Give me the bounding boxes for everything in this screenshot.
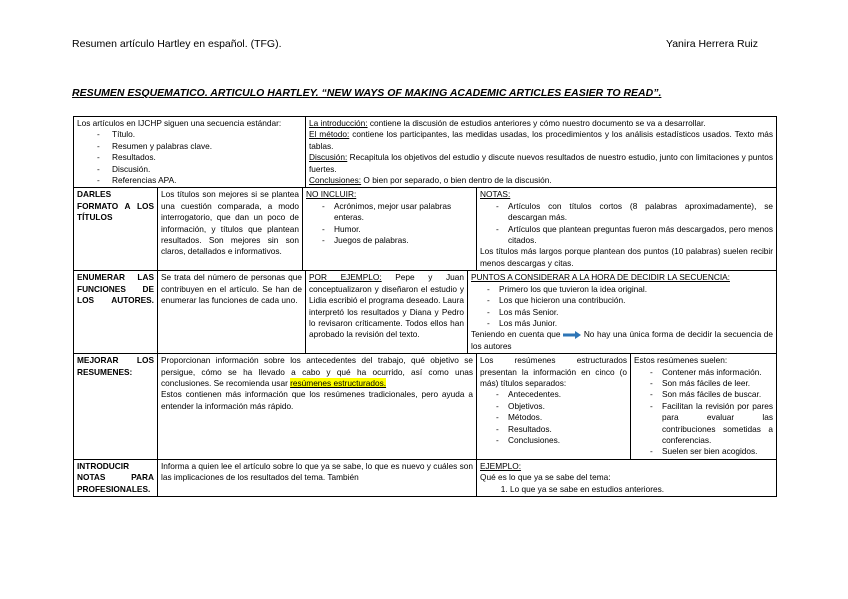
summary-table	[73, 116, 777, 497]
list-item: - Artículos con títulos cortos (8 palabras aproximadamente), se descargan más.	[480, 201, 773, 224]
points-label: PUNTOS A CONSIDERAR A LA HORA DE DECIDIR LA SECUENCIA:	[471, 272, 730, 283]
row-heading-abstracts: MEJORAR LOS RESUMENES:	[74, 354, 158, 460]
abstracts-text-a: Proporcionan información sobre los antecedentes del trabajo, qué objetivo se persigue, cómo se ha llevado a cabo y qué ha ocurrido, así como unas conclusiones. Se recomienda usar	[161, 355, 473, 388]
table-row-titles	[74, 188, 777, 271]
row-heading-authors: ENUMERAR LAS FUNCIONES DE LOS AUTORES.	[74, 271, 158, 354]
document-title: RESUMEN ESQUEMATICO. ARTICULO HARTLEY. “NEW WAYS OF MAKING ACADEMIC ARTICLES EASIER TO READ”.	[72, 87, 662, 99]
example-text: Pepe y Juan conceptualizaron y diseñaron el estudio y Lidia escribió el programa deseado. Laura interpretó los resultados y Diana y Pedro lo revisaron críticamente. Todos ellos han aprobado la revisión del texto.	[309, 272, 464, 340]
authors-body-cell: Se trata del número de personas que contribuyen en el artículo. Se han de enumerar las funciones de cada uno.	[158, 271, 306, 354]
notas-cell	[477, 188, 777, 271]
list-item: - Suelen ser bien acogidos.	[634, 446, 773, 457]
list-item: - Los más Senior.	[471, 307, 773, 318]
notes-example-label: EJEMPLO:	[480, 460, 522, 471]
list-item: - Resumen y palabras clave.	[77, 141, 302, 152]
conclusions-label: Conclusiones:	[309, 175, 362, 186]
list-item: - Los que hicieron una contribución.	[471, 295, 773, 306]
notas-label: NOTAS:	[480, 189, 511, 200]
intro-text: contiene la discusión de estudios anteriores y cómo nuestro documento se va a desarrollar.	[367, 118, 706, 128]
page-header-right: Yanira Herrera Ruiz	[665, 38, 758, 50]
notes-example-cell	[477, 459, 777, 496]
list-item: - Discusión.	[77, 164, 302, 175]
no-incluir-list	[306, 201, 473, 247]
list-item: - Son más fáciles de buscar.	[634, 389, 773, 400]
table-row-authors	[74, 271, 777, 354]
notes-body-cell: Informa a quien lee el artículo sobre lo que ya se sabe, lo que es nuevo y cuáles son las implicaciones de los resultados del tema. También	[158, 459, 477, 496]
notes-example-question: Qué es lo que ya se sabe del tema:	[480, 472, 611, 483]
list-item: - Resultados.	[77, 152, 302, 163]
list-item: - Antecedentes.	[480, 389, 627, 400]
list-item: - Resultados.	[480, 424, 627, 435]
no-incluir-cell	[303, 188, 477, 271]
list-item: - Título.	[77, 129, 302, 140]
notas-tail: Los títulos más largos porque plantean dos puntos (10 palabras) suelen recibir menos descargas y citas.	[480, 246, 774, 268]
abstracts-body-cell	[158, 354, 477, 460]
list-item: - Conclusiones.	[480, 435, 627, 446]
structure-list-cell	[74, 117, 306, 188]
list-item: - Referencias APA.	[77, 175, 302, 186]
table-row-notes	[74, 459, 777, 496]
conclusions-text: O bien por separado, o bien dentro de la discusión.	[361, 175, 552, 186]
intro-label: La introducción:	[309, 118, 368, 128]
benefits-intro: Estos resúmenes suelen:	[634, 355, 728, 366]
example-label: POR EJEMPLO:	[309, 272, 382, 283]
points-list	[471, 284, 773, 330]
no-incluir-label: NO INCLUIR:	[306, 189, 357, 200]
points-tail-a: Teniendo en cuenta que	[471, 329, 561, 340]
list-item: - Humor.	[306, 224, 473, 235]
titles-body-cell: Los títulos son mejores si se plantea una cuestión comparada, a modo interrogatorio, que dan un poco de información, y títulos que plantean resultados. Son mejores sin son claros, detallados e informativos.	[158, 188, 303, 271]
method-label: El método:	[309, 129, 350, 140]
list-item: - Juegos de palabras.	[306, 235, 473, 246]
list-item: - Artículos que plantean preguntas fueron más descargados, pero menos citados.	[480, 224, 773, 247]
points-tail-b: No hay una única forma de decidir la secuencia de los autores	[471, 329, 774, 351]
sections-description-cell	[306, 117, 777, 188]
structure-list	[77, 129, 302, 186]
row-heading-titles: DARLES FORMATO A LOS TÍTULOS	[74, 188, 158, 271]
discussion-label: Discusión:	[309, 152, 348, 163]
highlighted-text: resúmenes estructurados.	[290, 377, 387, 388]
table-row-structure	[74, 117, 777, 188]
discussion-text: Recapitula los objetivos del estudio y discute nuevos resultados de nuestro estudio, junto con limitaciones y puntos fuertes.	[309, 152, 774, 174]
structure-intro: Los artículos en IJCHP siguen una secuencia estándar:	[77, 118, 282, 128]
list-item: - Facilitan la revisión por pares para evaluar las contribuciones sometidas a conferencias.	[634, 401, 773, 447]
notes-example-list	[480, 484, 773, 495]
list-item: - Acrónimos, mejor usar palabras enteras.	[306, 201, 473, 224]
method-text: contiene los participantes, las medidas usadas, los procedimientos y los análisis estadísticos usados. Texto más tablas.	[309, 129, 774, 151]
abstract-benefits-cell	[631, 354, 777, 460]
structured-list	[480, 389, 627, 446]
abstracts-text-b: Estos contienen más información que los resúmenes tradicionales, pero ayuda a entender la información más rápido.	[161, 389, 473, 411]
list-item: - Métodos.	[480, 412, 627, 423]
authors-example-cell	[306, 271, 468, 354]
list-item: - Son más fáciles de leer.	[634, 378, 773, 389]
benefits-list	[634, 367, 773, 458]
page-header-left: Resumen artículo Hartley en español. (TFG).	[72, 38, 282, 50]
structured-abstracts-cell	[477, 354, 631, 460]
right-arrow-icon	[563, 331, 581, 339]
list-item: - Los más Junior.	[471, 318, 773, 329]
authors-points-cell	[468, 271, 777, 354]
notas-list	[480, 201, 773, 247]
list-item: - Primero los que tuvieron la idea original.	[471, 284, 773, 295]
list-item: 1. Lo que ya se sabe en estudios anteriores.	[510, 484, 773, 495]
structured-intro: Los resúmenes estructurados presentan la información en cinco (o más) títulos separados:	[480, 355, 627, 388]
list-item: - Contener más información.	[634, 367, 773, 378]
row-heading-notes: INTRODUCIR NOTAS PARA PROFESIONALES.	[74, 459, 158, 496]
table-row-abstracts	[74, 354, 777, 460]
list-item: - Objetivos.	[480, 401, 627, 412]
